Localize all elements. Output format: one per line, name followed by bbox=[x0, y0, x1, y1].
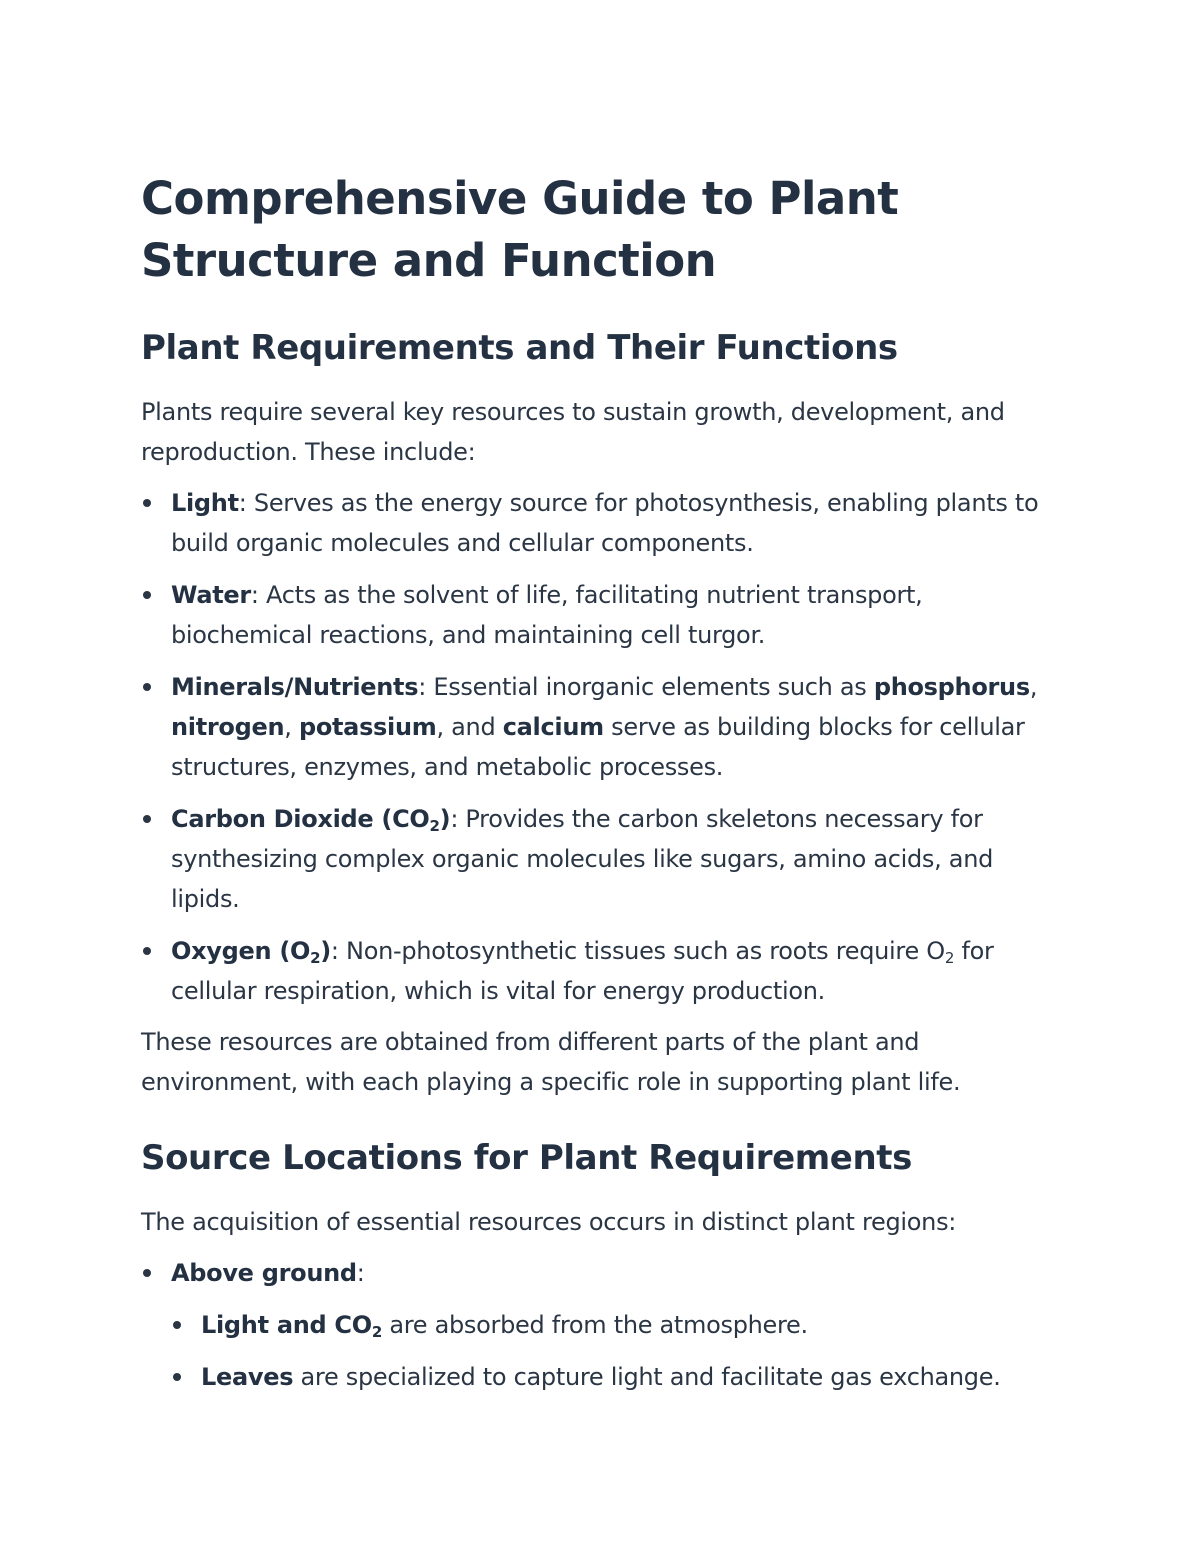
co2-description: : Provides the carbon skeletons necessary for synthesizing complex organic molecules like sugars, amino acids, and lipids. bbox=[171, 805, 994, 913]
list-item-light-co2 bbox=[171, 1305, 1060, 1345]
term-o2-a: Oxygen (O bbox=[171, 937, 311, 965]
term-co2 bbox=[171, 805, 450, 833]
term-leaves: Leaves bbox=[201, 1363, 294, 1391]
bullet-icon bbox=[173, 1321, 181, 1329]
light-description: : Serves as the energy source for photosynthesis, enabling plants to build organic molecules and cellular components. bbox=[171, 489, 1039, 557]
term-above-ground: Above ground bbox=[171, 1259, 357, 1287]
section-heading-sources: Source Locations for Plant Requirements bbox=[141, 1138, 912, 1178]
bullet-icon bbox=[143, 947, 151, 955]
requirements-list bbox=[141, 483, 1060, 1011]
water-description: : Acts as the solvent of life, facilitating nutrient transport, biochemical reactions, and maintaining cell turgor. bbox=[171, 581, 923, 649]
term-co2-a: Carbon Dioxide (CO bbox=[171, 805, 430, 833]
term-phosphorus: phosphorus bbox=[873, 673, 1030, 701]
term-water: Water bbox=[171, 581, 251, 609]
term-light: Light bbox=[171, 489, 239, 517]
term-o2-sub: 2 bbox=[310, 949, 321, 967]
sources-intro: The acquisition of essential resources occurs in distinct plant regions: bbox=[141, 1208, 957, 1236]
list-item-co2 bbox=[141, 799, 1060, 919]
term-co2-sub: 2 bbox=[429, 817, 440, 835]
minerals-text-2: , bbox=[1029, 673, 1038, 701]
bullet-icon bbox=[143, 591, 151, 599]
term-calcium: calcium bbox=[502, 713, 604, 741]
term-light-co2-sub: 2 bbox=[371, 1323, 382, 1341]
bullet-icon bbox=[143, 683, 151, 691]
requirements-intro: Plants require several key resources to sustain growth, development, and reproduction. These include: bbox=[141, 398, 1005, 466]
list-item-light bbox=[141, 483, 1060, 563]
bullet-icon bbox=[143, 1269, 151, 1277]
term-co2-b: ) bbox=[439, 805, 451, 833]
above-ground-sublist bbox=[171, 1305, 1060, 1397]
document-title: Comprehensive Guide to Plant Structure and Function bbox=[141, 172, 899, 287]
section-heading-requirements: Plant Requirements and Their Functions bbox=[141, 328, 898, 368]
o2-text-1: : Non-photosynthetic tissues such as roots require O bbox=[330, 937, 945, 965]
list-item-minerals bbox=[141, 667, 1060, 787]
bullet-icon bbox=[143, 815, 151, 823]
term-potassium: potassium bbox=[298, 713, 437, 741]
light-co2-description: are absorbed from the atmosphere. bbox=[382, 1311, 808, 1339]
bullet-icon bbox=[143, 499, 151, 507]
minerals-text-5: serve as building blocks for cellular structures, enzymes, and metabolic processes. bbox=[171, 713, 1025, 781]
list-item-above-ground bbox=[141, 1253, 1060, 1397]
sources-list bbox=[141, 1253, 1060, 1397]
term-light-co2-a: Light and CO bbox=[201, 1311, 372, 1339]
above-ground-colon: : bbox=[356, 1259, 365, 1287]
o2-text-sub: 2 bbox=[944, 949, 955, 967]
term-o2 bbox=[171, 937, 331, 965]
requirements-outro: These resources are obtained from different parts of the plant and environment, with each playing a specific role in supporting plant life. bbox=[141, 1028, 961, 1096]
term-light-co2 bbox=[201, 1311, 382, 1339]
minerals-text-4: , and bbox=[436, 713, 503, 741]
minerals-text-1: : Essential inorganic elements such as bbox=[418, 673, 874, 701]
list-item-water bbox=[141, 575, 1060, 655]
term-minerals: Minerals/Nutrients bbox=[171, 673, 419, 701]
list-item-o2 bbox=[141, 931, 1060, 1011]
bullet-icon bbox=[173, 1373, 181, 1381]
list-item-leaves bbox=[171, 1357, 1060, 1397]
minerals-text-3: , bbox=[284, 713, 299, 741]
leaves-description: are specialized to capture light and facilitate gas exchange. bbox=[293, 1363, 1001, 1391]
o2-text-2: for cellular respiration, which is vital for energy production. bbox=[171, 937, 994, 1005]
term-o2-b: ) bbox=[320, 937, 331, 965]
term-nitrogen: nitrogen bbox=[171, 713, 285, 741]
